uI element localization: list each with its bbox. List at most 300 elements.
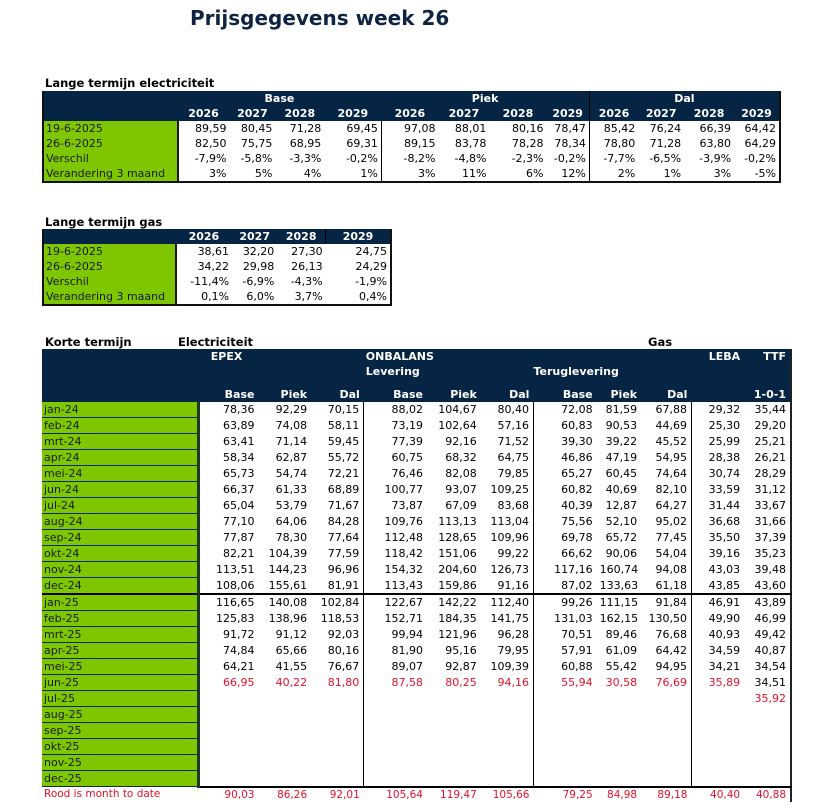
month-label: okt-24 [42,546,199,562]
cell-value: 73,19 [364,418,427,434]
cell-value [364,755,427,771]
cell-value: 79,95 [481,643,534,659]
cell-value: 39,22 [597,434,641,450]
cell-value: 144,23 [258,562,311,578]
footer-row [42,787,791,802]
cell-value [258,707,311,723]
cell-value [258,691,311,707]
cell-value [691,691,744,707]
cell-value: 35,92 [744,691,791,707]
table-row [42,739,791,755]
cell-value: 89,07 [364,659,427,675]
cell-value [364,723,427,739]
cell-value: 61,33 [258,482,311,498]
cell-value [311,755,364,771]
cell-value: 30,74 [691,466,744,482]
cell-value: 31,12 [744,482,791,498]
cell-value: 65,72 [597,530,641,546]
cell-value [481,691,534,707]
cell-value [427,755,481,771]
cell-value: 28,38 [691,450,744,466]
table-row [43,121,780,136]
cell-value [199,739,259,755]
row-label: Verandering 3 maand [43,166,178,182]
group-header-row [43,91,780,106]
cell-value: -1,9% [326,274,391,289]
short-term-label: Korte termijn [45,335,132,349]
cell-value: -0,2% [324,151,381,166]
year-header: 2027 [438,106,489,121]
cell-value [311,723,364,739]
cell-value: 91,12 [258,627,311,643]
ttf-header: TTF [744,349,791,364]
cell-value: 43,89 [744,594,791,611]
cell-value: 94,08 [641,562,691,578]
cell-value: 76,68 [641,627,691,643]
cell-value: 84,28 [311,514,364,530]
cell-value [427,723,481,739]
cell-value [364,691,427,707]
cell-value: 184,35 [427,611,481,627]
month-label: jun-25 [42,675,199,691]
year-header: 2027 [638,106,684,121]
header-row-4 [42,387,791,402]
cell-value: 74,08 [258,418,311,434]
teruglevering-header: Teruglevering [533,364,691,379]
cell-value: 82,08 [427,466,481,482]
cell-value: 75,75 [230,136,276,151]
year-header: 2026 [176,229,232,244]
cell-value [481,771,534,787]
cell-value: 89,46 [597,627,641,643]
cell-value: 88,02 [364,402,427,418]
cell-value [427,691,481,707]
month-label: dec-24 [42,578,199,595]
cell-value: 1% [324,166,381,182]
cell-value [597,771,641,787]
cell-value [311,707,364,723]
footer-note: Rood is month to date [42,787,199,802]
cell-value: 41,55 [258,659,311,675]
cell-value [481,739,534,755]
table-row [42,450,791,466]
cell-value: 11% [438,166,489,182]
cell-value: 68,95 [275,136,324,151]
cell-value: 83,78 [438,136,489,151]
cell-value: 29,20 [744,418,791,434]
row-label: Verschil [43,151,178,166]
cell-value: 28,29 [744,466,791,482]
cell-value: 109,39 [481,659,534,675]
month-label: jul-25 [42,691,199,707]
cell-value: 77,59 [311,546,364,562]
cell-value: 24,75 [326,244,391,259]
cell-value: 35,44 [744,402,791,418]
column-header: Piek [427,387,481,402]
cell-value: 121,96 [427,627,481,643]
cell-value: 54,95 [641,450,691,466]
month-label: nov-24 [42,562,199,578]
cell-value: 70,51 [533,627,596,643]
cell-value: 160,74 [597,562,641,578]
cell-value: -3,9% [684,151,734,166]
cell-value [311,691,364,707]
table-row [42,562,791,578]
cell-value: 59,45 [311,434,364,450]
cell-value: 40,22 [258,675,311,691]
cell-value [427,707,481,723]
table-row [42,546,791,562]
cell-value: 47,19 [597,450,641,466]
cell-value: 81,59 [597,402,641,418]
cell-value: 71,28 [275,121,324,136]
cell-value [533,755,596,771]
cell-value: 133,63 [597,578,641,595]
cell-value: 78,36 [199,402,259,418]
cell-value: 34,59 [691,643,744,659]
cell-value: -5% [734,166,780,182]
cell-value: 131,03 [533,611,596,627]
cell-value: -4,3% [277,274,325,289]
cell-value: 118,53 [311,611,364,627]
table-row [42,707,791,723]
cell-value [641,755,691,771]
year-header: 2028 [489,106,546,121]
cell-value: 64,06 [258,514,311,530]
cell-value: 95,02 [641,514,691,530]
cell-value: 6,0% [232,289,277,305]
cell-value: 91,84 [641,594,691,611]
cell-value: 69,78 [533,530,596,546]
cell-value: 130,50 [641,611,691,627]
cell-value: 26,13 [277,259,325,274]
cell-value [258,723,311,739]
leba-subheader [691,387,744,402]
ttf-subheader: 1-0-1 [744,387,791,402]
footer-value: 86,26 [258,787,311,802]
cell-value: 90,53 [597,418,641,434]
cell-value: 39,30 [533,434,596,450]
cell-value [258,771,311,787]
cell-value: 43,85 [691,578,744,595]
cell-value [533,771,596,787]
month-label: apr-25 [42,643,199,659]
cell-value: 71,67 [311,498,364,514]
cell-value: 35,23 [744,546,791,562]
cell-value: 109,25 [481,482,534,498]
cell-value: 90,06 [597,546,641,562]
cell-value: 46,86 [533,450,596,466]
cell-value [364,707,427,723]
cell-value: 118,42 [364,546,427,562]
cell-value [427,771,481,787]
cell-value: 87,02 [533,578,596,595]
cell-value: 40,87 [744,643,791,659]
cell-value: 113,43 [364,578,427,595]
cell-value: 60,88 [533,659,596,675]
cell-value: 69,31 [324,136,381,151]
cell-value: 65,04 [199,498,259,514]
cell-value: 53,79 [258,498,311,514]
cell-value: 64,42 [641,643,691,659]
long-term-electricity-table [42,91,781,183]
cell-value: 60,45 [597,466,641,482]
cell-value: -0,2% [734,151,780,166]
cell-value: 61,18 [641,578,691,595]
cell-value: 99,26 [533,594,596,611]
cell-value: 80,45 [230,121,276,136]
cell-value: 74,84 [199,643,259,659]
cell-value [364,771,427,787]
year-header: 2026 [381,106,438,121]
table-row [42,643,791,659]
year-header: 2026 [178,106,230,121]
cell-value: 66,62 [533,546,596,562]
footer-value: 84,98 [597,787,641,802]
cell-value: 109,96 [481,530,534,546]
month-label: aug-24 [42,514,199,530]
year-header-row [43,106,780,121]
cell-value: -6,9% [232,274,277,289]
cell-value [744,739,791,755]
cell-value: 122,67 [364,594,427,611]
cell-value: 25,99 [691,434,744,450]
cell-value: 81,80 [311,675,364,691]
cell-value: 92,29 [258,402,311,418]
cell-value: 77,39 [364,434,427,450]
cell-value [744,755,791,771]
cell-value: 111,15 [597,594,641,611]
cell-value: 30,58 [597,675,641,691]
cell-value: 5% [230,166,276,182]
year-header: 2026 [589,106,638,121]
cell-value: 65,73 [199,466,259,482]
cell-value: 3,7% [277,289,325,305]
month-label: mei-24 [42,466,199,482]
cell-value: 85,42 [589,121,638,136]
table-row [42,530,791,546]
header-row-3 [42,379,791,387]
gas-label: Gas [648,335,673,349]
cell-value: 83,68 [481,498,534,514]
header-row-1 [42,349,791,364]
footer-value: 105,66 [481,787,534,802]
cell-value: 92,16 [427,434,481,450]
column-header: Base [199,387,259,402]
cell-value: 102,64 [427,418,481,434]
column-header: Dal [641,387,691,402]
cell-value: 55,42 [597,659,641,675]
cell-value [597,691,641,707]
cell-value: 138,96 [258,611,311,627]
month-label: feb-24 [42,418,199,434]
cell-value: 92,87 [427,659,481,675]
cell-value: 116,65 [199,594,259,611]
cell-value: 112,48 [364,530,427,546]
cell-value: 37,39 [744,530,791,546]
cell-value: 3% [684,166,734,182]
long-term-electricity-label: Lange termijn electriciteit [45,76,215,90]
cell-value: -6,5% [638,151,684,166]
year-header: 2029 [324,106,381,121]
table-row [42,578,791,595]
cell-value: 89,15 [381,136,438,151]
cell-value: 92,03 [311,627,364,643]
cell-value: -8,2% [381,151,438,166]
cell-value: 100,77 [364,482,427,498]
cell-value: 94,95 [641,659,691,675]
year-header: 2029 [546,106,589,121]
cell-value: 0,1% [176,289,232,305]
year-header: 2029 [326,229,391,244]
cell-value: 140,08 [258,594,311,611]
cell-value: 31,44 [691,498,744,514]
cell-value: 63,80 [684,136,734,151]
cell-value [311,739,364,755]
cell-value [691,755,744,771]
group-piek: Piek [381,91,589,106]
table-row [43,244,391,259]
table-row [42,675,791,691]
month-label: sep-24 [42,530,199,546]
table-row [42,466,791,482]
cell-value [364,739,427,755]
group-base: Base [178,91,382,106]
cell-value: 82,10 [641,482,691,498]
cell-value [533,739,596,755]
footer-value: 79,25 [533,787,596,802]
cell-value: 55,94 [533,675,596,691]
cell-value: 162,15 [597,611,641,627]
cell-value: 33,67 [744,498,791,514]
cell-value: 97,08 [381,121,438,136]
cell-value [597,739,641,755]
cell-value [533,723,596,739]
cell-value: 29,98 [232,259,277,274]
month-label: jan-24 [42,402,199,418]
cell-value [691,739,744,755]
cell-value: 52,10 [597,514,641,530]
cell-value: 26,21 [744,450,791,466]
cell-value: 104,67 [427,402,481,418]
cell-value: -7,7% [589,151,638,166]
cell-value: 76,67 [311,659,364,675]
cell-value: -2,3% [489,151,546,166]
cell-value [311,771,364,787]
cell-value: 76,69 [641,675,691,691]
cell-value: 25,21 [744,434,791,450]
row-label: 26-6-2025 [43,136,178,151]
cell-value: 108,06 [199,578,259,595]
cell-value: 71,14 [258,434,311,450]
cell-value: 31,66 [744,514,791,530]
cell-value: 71,28 [638,136,684,151]
cell-value: 68,32 [427,450,481,466]
cell-value [597,755,641,771]
cell-value [427,739,481,755]
cell-value: 80,40 [481,402,534,418]
cell-value: 67,88 [641,402,691,418]
cell-value: 3% [381,166,438,182]
cell-value: 38,61 [176,244,232,259]
table-row [42,402,791,418]
cell-value: 49,90 [691,611,744,627]
cell-value [641,707,691,723]
cell-value: 87,58 [364,675,427,691]
cell-value [691,707,744,723]
cell-value: 112,40 [481,594,534,611]
cell-value: 66,37 [199,482,259,498]
cell-value: 154,32 [364,562,427,578]
cell-value: 24,29 [326,259,391,274]
table-row [43,166,780,182]
cell-value: 152,71 [364,611,427,627]
footer-value: 40,88 [744,787,791,802]
table-row [42,771,791,787]
cell-value: 78,30 [258,530,311,546]
cell-value: 34,51 [744,675,791,691]
cell-value: 88,01 [438,121,489,136]
month-label: okt-25 [42,739,199,755]
cell-value: 46,91 [691,594,744,611]
cell-value: 77,10 [199,514,259,530]
cell-value [641,739,691,755]
column-header: Base [364,387,427,402]
month-label: apr-24 [42,450,199,466]
month-label: sep-25 [42,723,199,739]
cell-value: 27,30 [277,244,325,259]
cell-value: 72,21 [311,466,364,482]
cell-value: 96,96 [311,562,364,578]
cell-value: 35,50 [691,530,744,546]
cell-value: 34,21 [691,659,744,675]
cell-value: 151,06 [427,546,481,562]
cell-value [641,771,691,787]
cell-value: 60,83 [533,418,596,434]
cell-value: 64,75 [481,450,534,466]
table-row [42,434,791,450]
cell-value: 3% [178,166,230,182]
leba-header: LEBA [691,349,744,364]
cell-value: 93,07 [427,482,481,498]
cell-value: 60,75 [364,450,427,466]
cell-value: 1% [638,166,684,182]
cell-value: 117,16 [533,562,596,578]
cell-value: 54,04 [641,546,691,562]
table-row [43,259,391,274]
header-row-2 [42,364,791,379]
cell-value [199,771,259,787]
cell-value: 69,45 [324,121,381,136]
month-label: feb-25 [42,611,199,627]
table-row [43,289,391,305]
cell-value: 74,64 [641,466,691,482]
table-row [42,498,791,514]
month-label: dec-25 [42,771,199,787]
table-row [42,594,791,611]
cell-value: -3,3% [275,151,324,166]
cell-value: 45,52 [641,434,691,450]
row-label: Verandering 3 maand [43,289,176,305]
cell-value [481,707,534,723]
cell-value: -4,8% [438,151,489,166]
row-label: 26-6-2025 [43,259,176,274]
cell-value: 91,16 [481,578,534,595]
cell-value: 204,60 [427,562,481,578]
month-label: jan-25 [42,594,199,611]
cell-value: 55,72 [311,450,364,466]
cell-value: 39,48 [744,562,791,578]
